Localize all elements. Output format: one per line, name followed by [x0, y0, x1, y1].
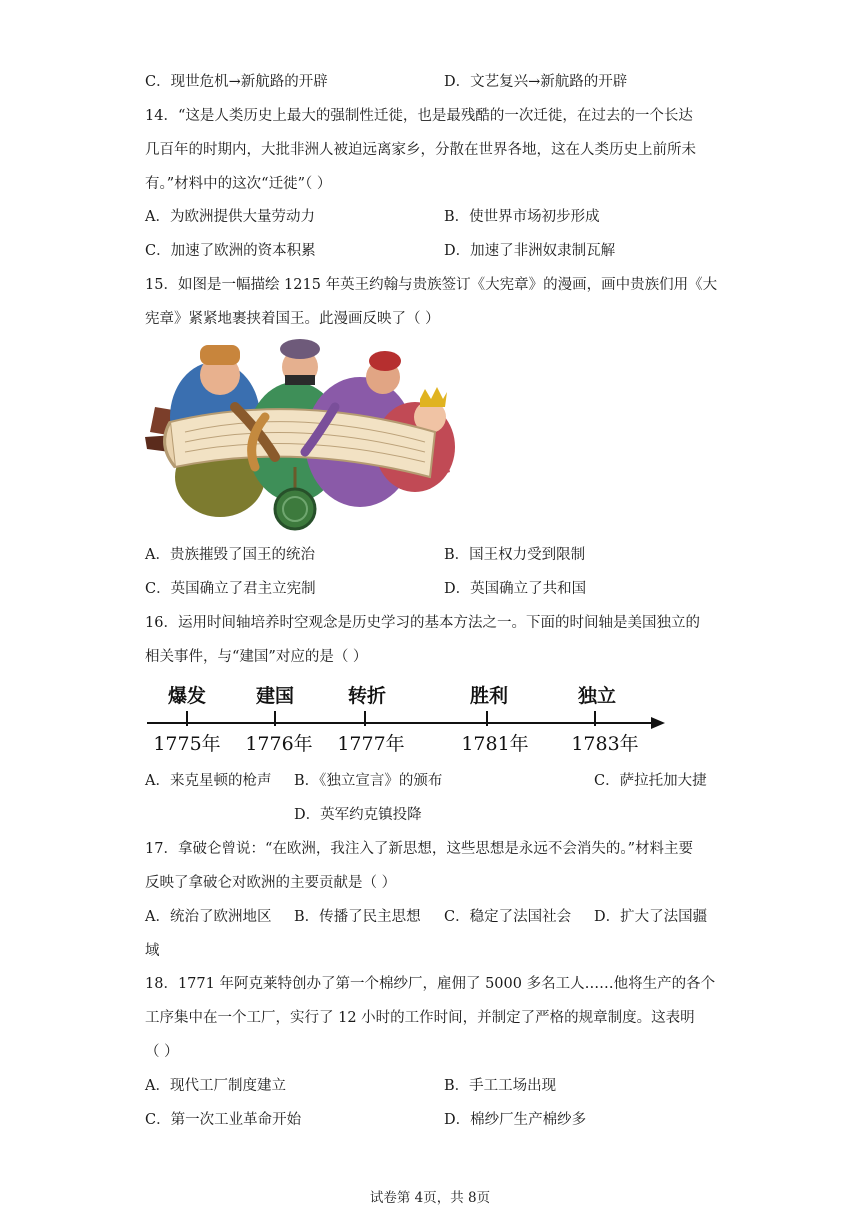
- q14-stem-line-1: 14．“这是人类历史上最大的强制性迁徙，也是最残酷的一次迁徙，在过去的一个长达: [145, 108, 693, 124]
- timeline-year: 1776年: [245, 733, 313, 755]
- timeline-year: 1783年: [571, 733, 639, 755]
- q15-option-a: A．贵族摧毁了国王的统治: [145, 547, 315, 563]
- q18-option-a: A．现代工厂制度建立: [145, 1078, 286, 1094]
- q17-option-d: D．扩大了法国疆: [594, 909, 708, 925]
- q16-option-b: B．《独立宣言》的颁布: [294, 773, 443, 789]
- q16-stem-line-1: 16．运用时间轴培养时空观念是历史学习的基本方法之一。下面的时间轴是美国独立的: [145, 615, 700, 631]
- q13-option-d: D．文艺复兴→新航路的开辟: [444, 74, 628, 90]
- q14-option-a: A．为欧洲提供大量劳动力: [145, 209, 315, 225]
- timeline-event-1775: [153, 684, 220, 755]
- timeline-arrow-icon: [651, 717, 665, 729]
- q15-stem-line-2: 宪章》紧紧地裹挟着国王。此漫画反映了（ ）: [145, 311, 440, 327]
- q14-option-b: B．使世界市场初步形成: [444, 209, 600, 225]
- q14-stem-line-3: 有。”材料中的这次“迁徙”（ ）: [145, 176, 332, 192]
- q17-option-a: A．统治了欧洲地区: [145, 909, 272, 925]
- q18-stem-line-2: 工序集中在一个工厂，实行了 12 小时的工作时间，并制定了严格的规章制度。这表明: [145, 1010, 695, 1026]
- us-independence-timeline: [145, 678, 667, 758]
- timeline-event-1781: [461, 684, 528, 755]
- timeline-year: 1775年: [153, 733, 221, 755]
- q18-option-b: B．手工工场出现: [444, 1078, 557, 1094]
- q17-option-c: C．稳定了法国社会: [444, 909, 572, 925]
- page-footer: 试卷第 4页，共 8页: [369, 1190, 491, 1206]
- magna-carta-cartoon-image: [145, 337, 467, 537]
- timeline-year: 1777年: [337, 733, 405, 755]
- timeline-label: 爆发: [167, 685, 207, 707]
- q16-option-c: C．萨拉托加大捷: [594, 773, 707, 789]
- q15-option-d: D．英国确立了共和国: [444, 581, 587, 597]
- q17-stem-line-1: 17．拿破仑曾说：“在欧洲，我注入了新思想，这些思想是永远不会消失的。”材料主要: [145, 841, 694, 857]
- timeline-event-1783: [571, 684, 638, 755]
- q18-option-c: C．第一次工业革命开始: [145, 1112, 302, 1128]
- q15-option-b: B．国王权力受到限制: [444, 547, 586, 563]
- timeline-label: 独立: [577, 685, 617, 707]
- q14-option-c: C．加速了欧洲的资本积累: [145, 243, 316, 259]
- q17-option-b: B．传播了民主思想: [294, 909, 421, 925]
- q17-option-d-wrap: 域: [145, 943, 160, 959]
- timeline-label: 建国: [255, 685, 295, 707]
- q13-option-c: C．现世危机→新航路的开辟: [145, 74, 328, 90]
- timeline-year: 1781年: [461, 733, 529, 755]
- q14-stem-line-2: 几百年的时期内，大批非洲人被迫远离家乡，分散在世界各地，这在人类历史上前所未: [145, 142, 696, 158]
- q18-stem-line-3: （ ）: [145, 1044, 179, 1060]
- q18-option-d: D．棉纱厂生产棉纱多: [444, 1112, 587, 1128]
- q15-stem-line-1: 15．如图是一幅描绘 1215 年英王约翰与贵族签订《大宪章》的漫画，画中贵族们用《大: [145, 277, 718, 293]
- timeline-event-1777: [337, 684, 404, 755]
- q16-stem-line-2: 相关事件，与“建国”对应的是（ ）: [145, 649, 368, 665]
- q17-stem-line-2: 反映了拿破仑对欧洲的主要贡献是（ ）: [145, 875, 397, 891]
- q16-option-d: D．英军约克镇投降: [294, 807, 422, 823]
- q16-option-a: A．来克星顿的枪声: [145, 773, 272, 789]
- q14-option-d: D．加速了非洲奴隶制瓦解: [444, 243, 616, 259]
- timeline-label: 胜利: [469, 685, 509, 707]
- q15-option-c: C．英国确立了君主立宪制: [145, 581, 316, 597]
- timeline-label: 转折: [347, 685, 387, 707]
- timeline-event-1776: [245, 684, 312, 755]
- q18-stem-line-1: 18．1771 年阿克莱特创办了第一个棉纱厂，雇佣了 5000 多名工人……他将生产的各个: [145, 976, 716, 992]
